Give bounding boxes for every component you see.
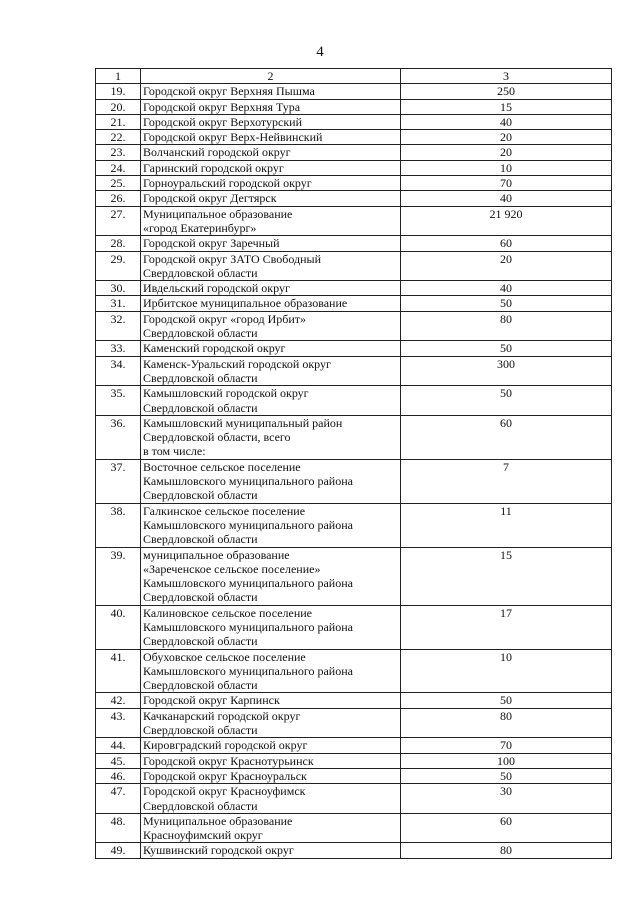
row-number-cell: 46. (96, 768, 141, 783)
row-number-cell: 45. (96, 753, 141, 768)
table-row (96, 605, 612, 649)
page-number: 4 (316, 44, 324, 60)
municipality-name-cell: Волчанский городской округ (141, 145, 401, 160)
allocation-table (95, 68, 612, 859)
table-row (96, 649, 612, 693)
municipality-name-cell: Камышловский муниципальный район Свердловской области, всего в том числе: (141, 415, 401, 459)
row-number-cell: 44. (96, 738, 141, 753)
amount-cell: 50 (401, 693, 612, 708)
row-number-cell: 30. (96, 281, 141, 296)
amount-cell: 15 (401, 547, 612, 605)
row-number-cell: 25. (96, 176, 141, 191)
table-row (96, 84, 612, 99)
amount-cell: 20 (401, 145, 612, 160)
table-row (96, 738, 612, 753)
row-number-cell: 33. (96, 341, 141, 356)
table-row (96, 130, 612, 145)
municipality-name-cell: Восточное сельское поселение Камышловского муниципального района Свердловской области (141, 459, 401, 503)
municipality-name-cell: Гаринский городской округ (141, 160, 401, 175)
row-number-cell: 24. (96, 160, 141, 175)
row-number-cell: 29. (96, 251, 141, 281)
amount-cell: 50 (401, 768, 612, 783)
amount-cell: 50 (401, 386, 612, 416)
row-number-cell: 22. (96, 130, 141, 145)
table-row (96, 503, 612, 547)
row-number-cell: 27. (96, 206, 141, 236)
row-number-cell: 32. (96, 311, 141, 341)
amount-cell: 50 (401, 296, 612, 311)
amount-cell: 50 (401, 341, 612, 356)
table-row (96, 356, 612, 386)
municipality-name-cell: Камышловский городской округ Свердловской области (141, 386, 401, 416)
amount-cell: 40 (401, 114, 612, 129)
municipality-name-cell: Городской округ Верхняя Тура (141, 99, 401, 114)
amount-cell: 60 (401, 236, 612, 251)
municipality-name-cell: Обуховское сельское поселение Камышловского муниципального района Свердловской области (141, 649, 401, 693)
table-row (96, 206, 612, 236)
table-row (96, 459, 612, 503)
municipality-name-cell: Городской округ Красноуральск (141, 768, 401, 783)
table-row (96, 281, 612, 296)
table-row (96, 191, 612, 206)
amount-cell: 100 (401, 753, 612, 768)
amount-cell: 7 (401, 459, 612, 503)
row-number-cell: 21. (96, 114, 141, 129)
municipality-name-cell: Калиновское сельское поселение Камышловского муниципального района Свердловской области (141, 605, 401, 649)
column-header-name: 2 (141, 69, 401, 84)
row-number-cell: 48. (96, 813, 141, 843)
municipality-name-cell: Муниципальное образование Красноуфимский округ (141, 813, 401, 843)
municipality-name-cell: муниципальное образование «Зареченское сельское поселение» Камышловского муниципального района Свердловской области (141, 547, 401, 605)
row-number-cell: 34. (96, 356, 141, 386)
table-row (96, 547, 612, 605)
municipality-name-cell: Ивдельский городской округ (141, 281, 401, 296)
row-number-cell: 43. (96, 708, 141, 738)
table-header-row (96, 69, 612, 84)
municipality-name-cell: Каменский городской округ (141, 341, 401, 356)
amount-cell: 40 (401, 191, 612, 206)
row-number-cell: 39. (96, 547, 141, 605)
row-number-cell: 49. (96, 843, 141, 858)
amount-cell: 30 (401, 784, 612, 814)
municipality-name-cell: Городской округ Красноуфимск Свердловской области (141, 784, 401, 814)
table-row (96, 341, 612, 356)
row-number-cell: 41. (96, 649, 141, 693)
municipality-name-cell: Качканарский городской округ Свердловской области (141, 708, 401, 738)
amount-cell: 70 (401, 176, 612, 191)
row-number-cell: 26. (96, 191, 141, 206)
amount-cell: 10 (401, 649, 612, 693)
amount-cell: 17 (401, 605, 612, 649)
municipality-name-cell: Городской округ Краснотурьинск (141, 753, 401, 768)
amount-cell: 40 (401, 281, 612, 296)
municipality-name-cell: Каменск-Уральский городской округ Свердловской области (141, 356, 401, 386)
table-row (96, 843, 612, 858)
table-row (96, 768, 612, 783)
municipality-name-cell: Городской округ Заречный (141, 236, 401, 251)
table-row (96, 311, 612, 341)
municipality-name-cell: Галкинское сельское поселение Камышловского муниципального района Свердловской области (141, 503, 401, 547)
table-row (96, 784, 612, 814)
municipality-name-cell: Кушвинский городской округ (141, 843, 401, 858)
row-number-cell: 37. (96, 459, 141, 503)
table-row (96, 251, 612, 281)
municipality-name-cell: Муниципальное образование «город Екатеринбург» (141, 206, 401, 236)
municipality-name-cell: Городской округ Верх-Нейвинский (141, 130, 401, 145)
table-row (96, 99, 612, 114)
row-number-cell: 42. (96, 693, 141, 708)
row-number-cell: 19. (96, 84, 141, 99)
table-row (96, 176, 612, 191)
table-row (96, 236, 612, 251)
row-number-cell: 47. (96, 784, 141, 814)
amount-cell: 20 (401, 130, 612, 145)
municipality-name-cell: Городской округ «город Ирбит» Свердловской области (141, 311, 401, 341)
municipality-name-cell: Городской округ Верхняя Пышма (141, 84, 401, 99)
amount-cell: 80 (401, 843, 612, 858)
column-header-value: 3 (401, 69, 612, 84)
table-row (96, 145, 612, 160)
municipality-name-cell: Кировградский городской округ (141, 738, 401, 753)
amount-cell: 300 (401, 356, 612, 386)
amount-cell: 21 920 (401, 206, 612, 236)
row-number-cell: 40. (96, 605, 141, 649)
amount-cell: 10 (401, 160, 612, 175)
amount-cell: 15 (401, 99, 612, 114)
table-row (96, 753, 612, 768)
table-row (96, 693, 612, 708)
table-row (96, 296, 612, 311)
amount-cell: 70 (401, 738, 612, 753)
municipality-name-cell: Городской округ Дегтярск (141, 191, 401, 206)
municipality-name-cell: Городской округ Карпинск (141, 693, 401, 708)
municipality-name-cell: Городской округ ЗАТО Свободный Свердловской области (141, 251, 401, 281)
municipality-name-cell: Городской округ Верхотурский (141, 114, 401, 129)
column-header-number: 1 (96, 69, 141, 84)
table-row (96, 813, 612, 843)
table-row (96, 114, 612, 129)
amount-cell: 60 (401, 813, 612, 843)
row-number-cell: 35. (96, 386, 141, 416)
amount-cell: 250 (401, 84, 612, 99)
municipality-name-cell: Горноуральский городской округ (141, 176, 401, 191)
row-number-cell: 20. (96, 99, 141, 114)
table-row (96, 708, 612, 738)
amount-cell: 11 (401, 503, 612, 547)
table-row (96, 160, 612, 175)
table-row (96, 415, 612, 459)
table-row (96, 386, 612, 416)
row-number-cell: 31. (96, 296, 141, 311)
row-number-cell: 28. (96, 236, 141, 251)
amount-cell: 20 (401, 251, 612, 281)
row-number-cell: 36. (96, 415, 141, 459)
municipality-name-cell: Ирбитское муниципальное образование (141, 296, 401, 311)
amount-cell: 80 (401, 708, 612, 738)
amount-cell: 60 (401, 415, 612, 459)
row-number-cell: 38. (96, 503, 141, 547)
amount-cell: 80 (401, 311, 612, 341)
row-number-cell: 23. (96, 145, 141, 160)
